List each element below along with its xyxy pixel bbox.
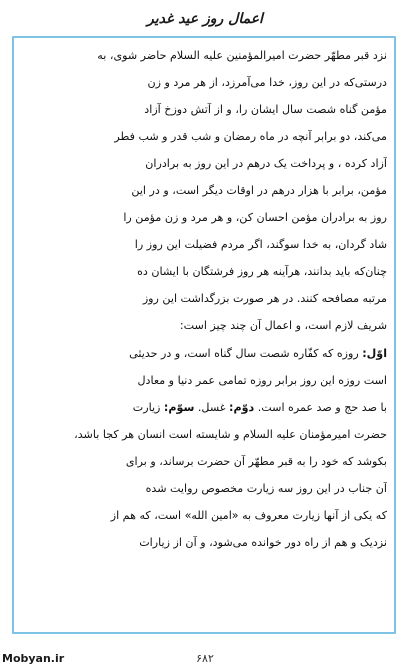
text-line: نزد قبر مطهّر حضرت امیرالمؤمنین علیه السلام حاضر شوی، به <box>97 49 387 62</box>
text-line: بکوشد که خود را به قبر مطهّر آن حضرت برساند، و برای <box>125 454 387 468</box>
body-text <box>20 42 387 556</box>
page-title: اعمال روز عید غدیر <box>147 11 263 27</box>
second-item-text: غسل. <box>197 400 230 414</box>
text-line: نزدیک و هم از راه دور خوانده می‌شود، و آن از زیارات <box>139 535 387 549</box>
text-line: که یکی از آنها زیارت معروف به «امین الله» است، که هم از <box>110 508 387 522</box>
text-segment: با صد حج و صد عمره است. <box>257 400 387 414</box>
text-line <box>20 340 387 367</box>
second-item-label: دوّم: <box>229 400 255 414</box>
text-line: مؤمن، برابر با هزار درهم در اوقات دیگر است، و در این <box>131 184 387 198</box>
third-item-label: سوّم: <box>163 400 195 414</box>
page-number: ۶۸۲ <box>196 652 214 665</box>
text-frame <box>12 36 396 634</box>
text-line: مؤمن گناه شصت سال ایشان را، و از آتش دوزخ آزاد <box>144 103 387 117</box>
first-item-text: روزه که کفّاره شصت سال گناه است، و در حدیثی <box>129 346 363 360</box>
text-line: آن جناب در این روز سه زیارت مخصوص روایت شده <box>145 481 387 495</box>
text-line: درستی‌که در این روز، خدا می‌آمرزد، از هر مرد و زن <box>147 76 387 90</box>
text-line: روز به برادران مؤمن احسان کن، و هر مرد و زن مؤمن را <box>123 211 387 225</box>
text-line: شریف لازم است، و اعمال آن چند چیز است: <box>179 319 387 333</box>
text-line: مرتبه مصافحه کنند. در هر صورت بزرگداشت این روز <box>142 292 387 306</box>
text-line: است روزه این روز برابر روزه تمامی عمر دنیا و معادل <box>137 373 387 387</box>
site-watermark: Mobyan.ir <box>2 652 65 665</box>
text-line: می‌کند، دو برابر آنچه در ماه رمضان و شب قدر و شب فطر <box>114 130 387 144</box>
third-item-text: زیارت <box>132 400 164 414</box>
text-line <box>20 394 387 421</box>
text-line: آزاد کرده ، و پرداخت یک درهم در این روز به برادران <box>145 157 387 171</box>
text-line: چنان‌که باید بدانند، هرآینه هر روز فرشتگان با ایشان ده <box>137 265 387 279</box>
text-line: شاد گردان، به خدا سوگند، اگر مردم فضیلت این روز را <box>134 238 387 252</box>
page-header <box>0 4 410 34</box>
text-line: حضرت امیرمؤمنان علیه السلام و شایسته است انسان هر کجا باشد، <box>74 427 387 441</box>
first-item-label: اوّل: <box>362 346 387 360</box>
